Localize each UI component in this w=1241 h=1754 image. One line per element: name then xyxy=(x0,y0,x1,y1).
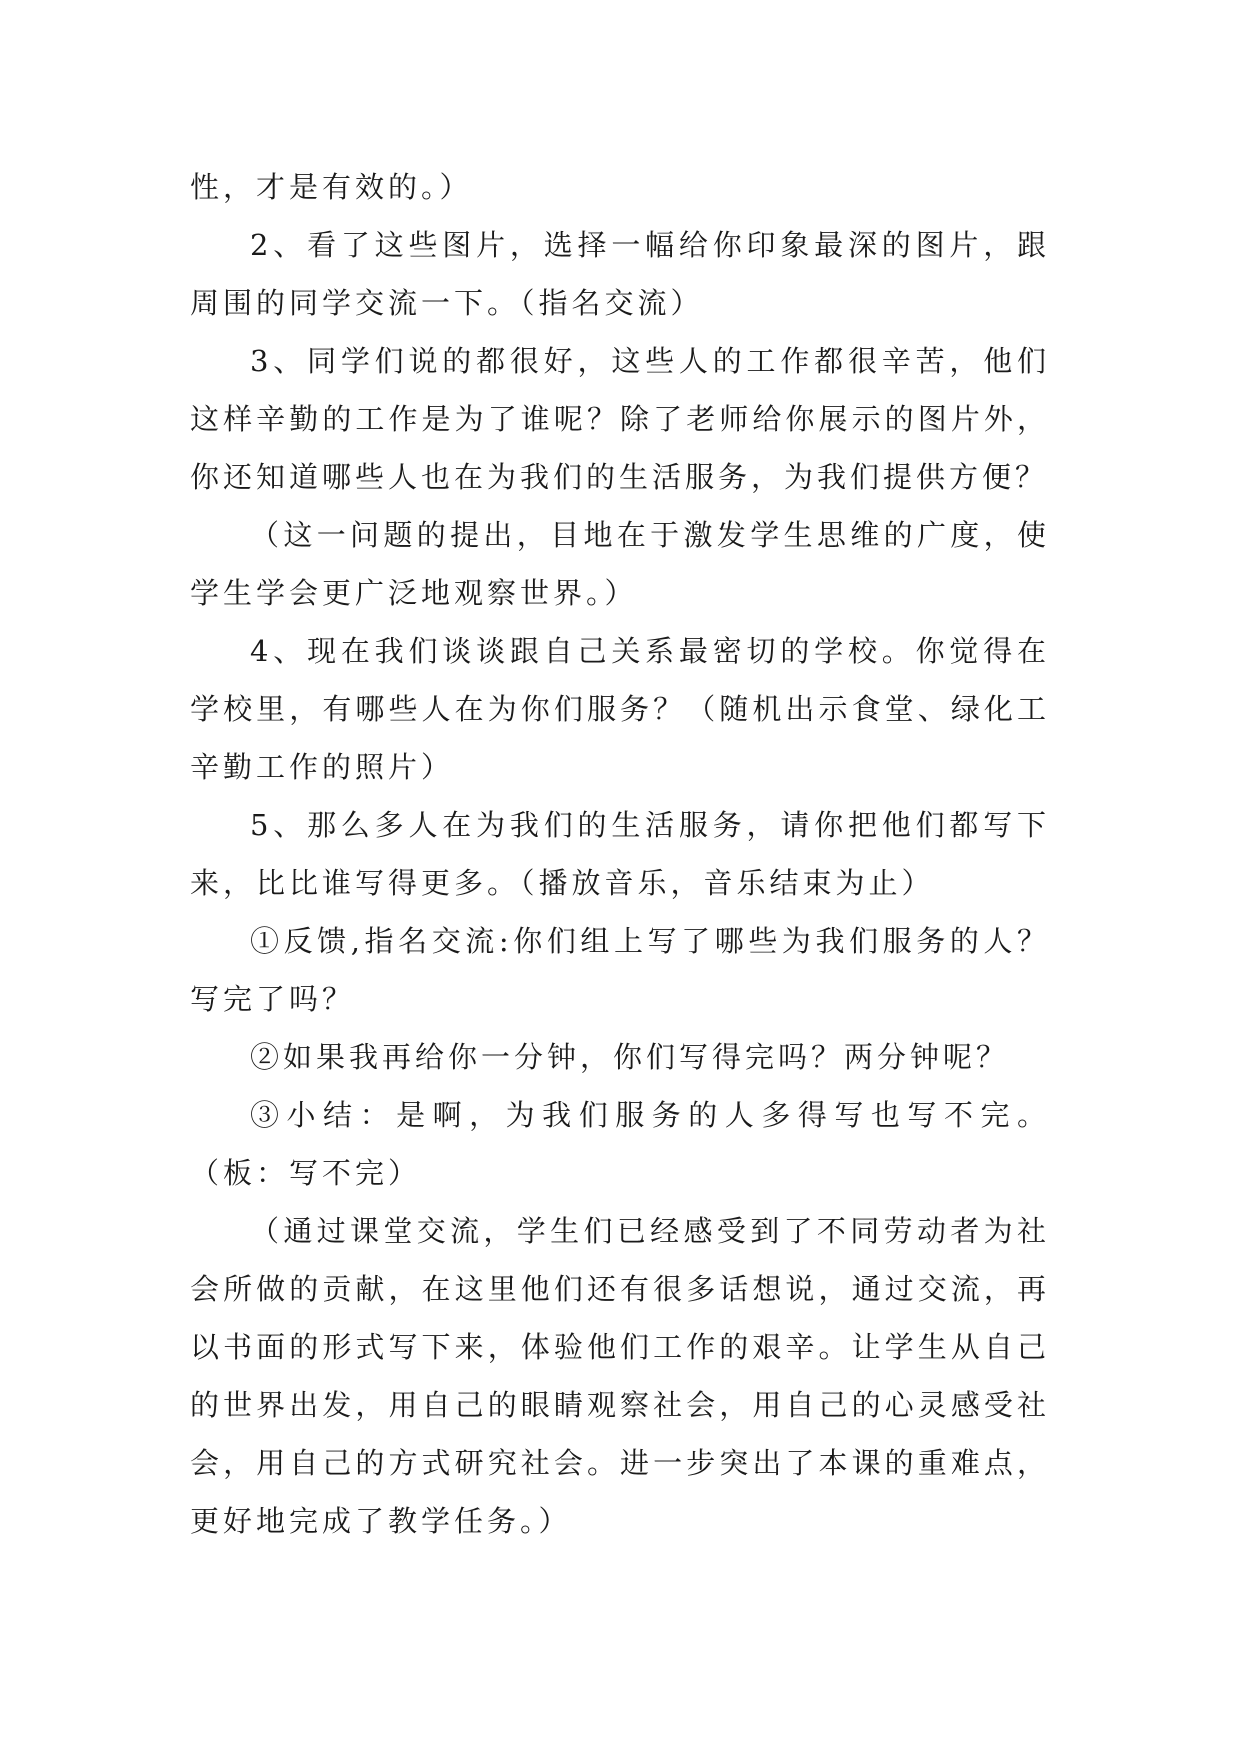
paragraph-2: 2、看了这些图片，选择一幅给你印象最深的图片，跟周围的同学交流一下。（指名交流） xyxy=(190,228,1050,320)
paragraph-6: 5、那么多人在为我们的生活服务，请你把他们都写下来，比比谁写得更多。（播放音乐，音乐结束为止） xyxy=(190,808,1050,900)
paragraph-8: ②如果我再给你一分钟，你们写得完吗？两分钟呢？ xyxy=(250,1040,1010,1074)
paragraph-9: ③小结：是啊，为我们服务的人多得写也写不完。（板：写不完） xyxy=(190,1098,1050,1190)
paragraph-7: ①反馈,指名交流:你们组上写了哪些为我们服务的人？写完了吗？ xyxy=(190,924,1050,1016)
paragraph-4: （这一问题的提出，目地在于激发学生思维的广度，使学生学会更广泛地观察世界。） xyxy=(190,518,1050,610)
paragraph-3: 3、同学们说的都很好，这些人的工作都很辛苦，他们这样辛勤的工作是为了谁呢？除了老师给你展示的图片外，你还知道哪些人也在为我们的生活服务，为我们提供方便？ xyxy=(190,344,1050,494)
document-body xyxy=(190,158,1050,1550)
paragraph-5: 4、现在我们谈谈跟自己关系最密切的学校。你觉得在学校里，有哪些人在为你们服务？（随机出示食堂、绿化工辛勤工作的照片） xyxy=(190,634,1050,784)
paragraph-1: 性，才是有效的。） xyxy=(190,170,473,204)
paragraph-10: （通过课堂交流，学生们已经感受到了不同劳动者为社会所做的贡献，在这里他们还有很多话想说，通过交流，再以书面的形式写下来，体验他们工作的艰辛。让学生从自己的世界出发，用自己的眼睛观察社会，用自己的心灵感受社会，用自己的方式研究社会。进一步突出了本课的重难点，更好地完成了教学任务。） xyxy=(190,1214,1050,1538)
